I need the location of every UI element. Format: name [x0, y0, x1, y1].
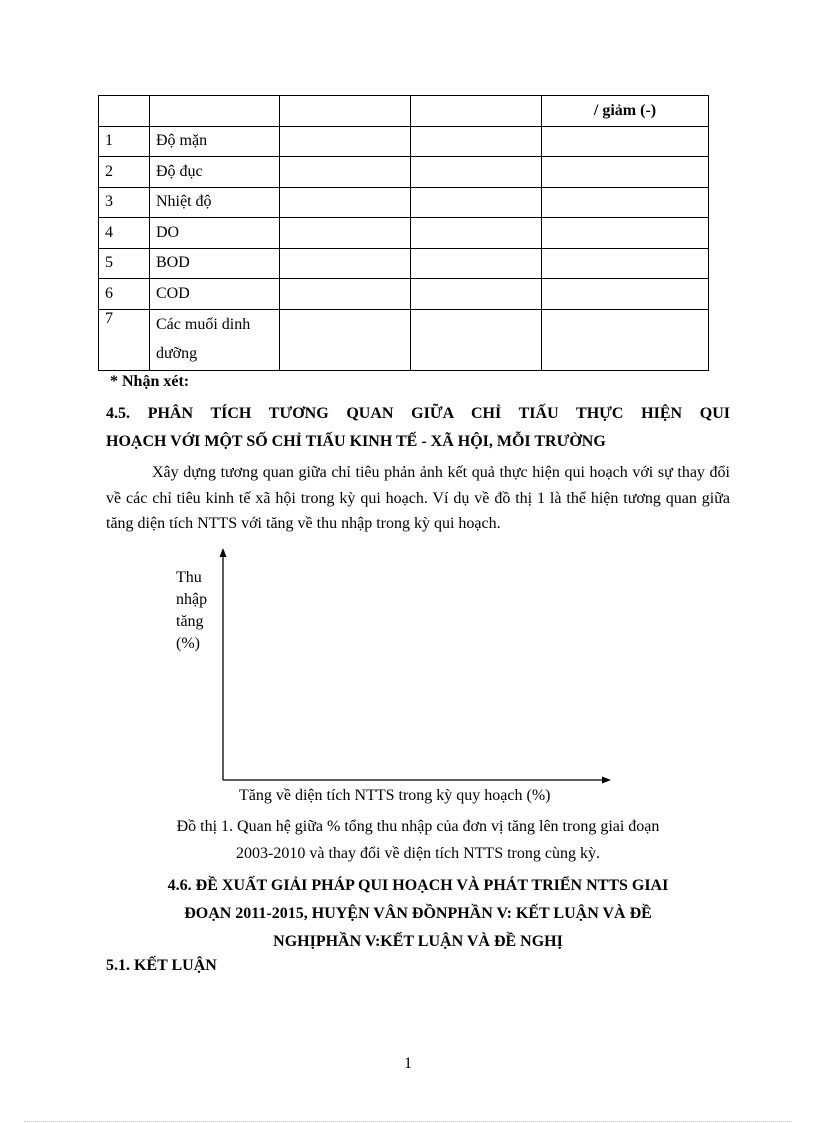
section-5-1-heading: 5.1. KẾT LUẬN: [106, 957, 217, 974]
table-row: 5 BOD: [99, 248, 709, 279]
table-row: 7 Các muối dinh dưỡng: [99, 309, 709, 370]
section-4-5-heading-line1: 4.5. PHÂN TÍCH TƯƠNG QUAN GIỮA CHỈ TIẤU THỰC HIỆN QUI: [106, 405, 730, 422]
figure-caption-line2: 2003-2010 và thay đổi về diện tích NTTS trong cùng kỳ.: [236, 845, 600, 862]
table-row: 6 COD: [99, 279, 709, 310]
section-4-5-heading-line2: HOẠCH VỚI MỘT SỐ CHỈ TIẤU KINH TẾ - XÃ HỘI, MỖI TRƯỜNG: [106, 433, 606, 450]
body-paragraph: Xây dựng tương quan giữa chỉ tiêu phản ảnh kết quả thực hiện qui hoạch với sự thay đổi về các chỉ tiêu kinh tế xã hội trong kỳ qui hoạch. Ví dụ về đồ thị 1 là thể hiện tương quan giữa tăng diện tích NTTS với tăng về thu nhập trong kỳ qui hoạch.: [106, 464, 730, 532]
section-4-6-heading: 4.6. ĐỀ XUẤT GIẢI PHÁP QUI HOẠCH VÀ PHÁT TRIỂN NTTS GIAI ĐOẠN 2011-2015, HUYỆN VÂN ĐỒNPHẦN V: KẾT LUẬN VÀ ĐỀ NGHỊPHẦN V:KẾT LUẬN VÀ ĐỀ NGHỊ: [167, 877, 669, 950]
table-row: 4 DO: [99, 218, 709, 249]
x-axis-arrow: [602, 777, 611, 784]
page-number: 1: [404, 1055, 412, 1072]
remarks-label: * Nhận xét:: [110, 373, 190, 390]
x-axis-label: Tăng về diện tích NTTS trong kỳ quy hoạch (%): [239, 787, 551, 804]
footer-divider: [24, 1121, 792, 1122]
y-axis-label: Thu nhập tăng (%): [176, 569, 208, 652]
y-axis-arrow: [220, 548, 227, 557]
table-row: 3 Nhiệt độ: [99, 187, 709, 218]
table-row: 1 Độ mặn: [99, 126, 709, 157]
table-row: 2 Độ đục: [99, 157, 709, 188]
figure-caption-line1: Đồ thị 1. Quan hệ giữa % tổng thu nhập của đơn vị tăng lên trong giai đoạn: [176, 818, 660, 835]
header-change-cell: / giảm (-): [542, 96, 709, 127]
table-header-row: [99, 96, 709, 127]
parameters-table: [98, 95, 709, 371]
